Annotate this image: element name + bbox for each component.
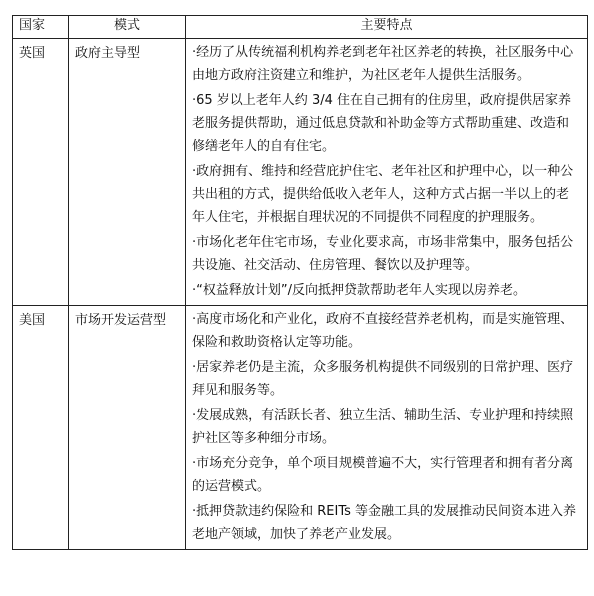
cell-features [186,306,588,550]
feature-item: ·政府拥有、维持和经营庇护住宅、老年社区和护理中心，以一种公共出租的方式，提供给低收入老年人，这种方式占据一半以上的老年人住宅，并根据自理状况的不同提供不同程度的护理服务。 [192,164,574,225]
cell-mode: 市场开发运营型 [69,306,186,550]
comparison-table [12,15,588,550]
feature-item: ·经历了从传统福利机构养老到老年社区养老的转换，社区服务中心由地方政府注资建立和维护，为社区老年人提供生活服务。 [192,45,574,83]
header-country: 国家 [13,16,69,39]
feature-item: ·65 岁以上老年人约 3/4 住在自己拥有的住房里，政府提供居家养老服务提供帮助，通过低息贷款和补助金等方式帮助重建、改造和修缮老年人的自有住宅。 [192,93,571,154]
cell-country: 英国 [13,39,69,306]
cell-mode: 政府主导型 [69,39,186,306]
header-features: 主要特点 [186,16,588,39]
cell-country: 美国 [13,306,69,550]
table-row [13,39,588,306]
feature-item: ·抵押贷款违约保险和 REITs 等金融工具的发展推动民间资本进入养老地产领域，加快了养老产业发展。 [192,504,577,542]
header-row [13,16,588,39]
cell-features [186,39,588,306]
feature-item: ·发展成熟，有活跃长者、独立生活、辅助生活、专业护理和持续照护社区等多种细分市场。 [192,408,574,446]
feature-item: ·市场充分竞争，单个项目规模普遍不大，实行管理者和拥有者分离的运营模式。 [192,456,574,494]
feature-item: ·“权益释放计划”/反向抵押贷款帮助老年人实现以房养老。 [192,283,526,298]
feature-item: ·市场化老年住宅市场，专业化要求高，市场非常集中，服务包括公共设施、社交活动、住房管理、餐饮以及护理等。 [192,235,574,273]
table-row [13,306,588,550]
header-mode: 模式 [69,16,186,39]
feature-item: ·居家养老仍是主流，众多服务机构提供不同级别的日常护理、医疗拜见和服务等。 [192,360,574,398]
feature-item: ·高度市场化和产业化，政府不直接经营养老机构，而是实施管理、保险和救助资格认定等功能。 [192,312,574,350]
